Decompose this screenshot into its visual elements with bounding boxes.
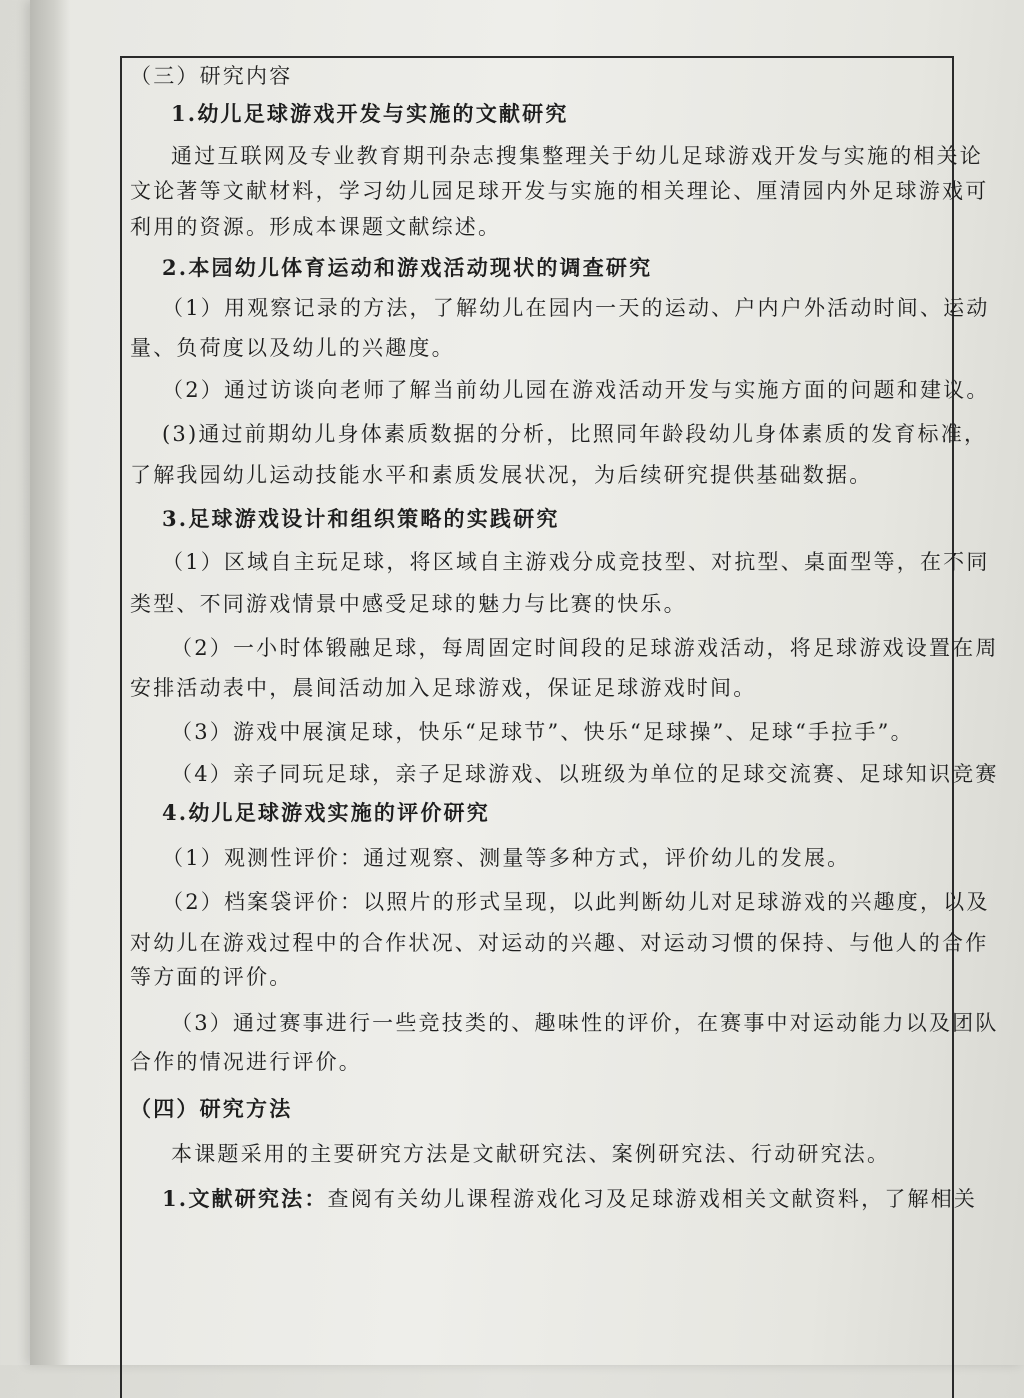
paragraph-line: 类型、不同游戏情景中感受足球的魅力与比赛的快乐。: [130, 592, 687, 616]
paragraph-line: 量、负荷度以及幼儿的兴趣度。: [130, 336, 455, 360]
paragraph-line: （2）档案袋评价：以照片的形式呈现，以此判断幼儿对足球游戏的兴趣度，以及: [162, 890, 990, 914]
subheading-1: 1.幼儿足球游戏开发与实施的文献研究: [171, 101, 569, 126]
subheading-2: 2.本园幼儿体育运动和游戏活动现状的调查研究: [162, 255, 653, 280]
paragraph-line: (3)通过前期幼儿身体素质数据的分析，比照同年龄段幼儿身体素质的发育标准，: [162, 422, 988, 446]
paragraph-line: （1）区域自主玩足球，将区域自主游戏分成竞技型、对抗型、桌面型等，在不同: [162, 550, 990, 574]
paragraph-line: （1）用观察记录的方法，了解幼儿在园内一天的运动、户内户外活动时间、运动: [162, 296, 990, 320]
paragraph-line: （2）一小时体锻融足球，每周固定时间段的足球游戏活动，将足球游戏设置在周: [171, 636, 999, 660]
paragraph-line: 文论著等文献材料，学习幼儿园足球开发与实施的相关理论、厘清园内外足球游戏可: [130, 179, 989, 203]
paragraph-line: （3）游戏中展演足球，快乐“足球节”、快乐“足球操”、足球“手拉手”。: [171, 720, 914, 744]
method-line: [162, 1188, 977, 1210]
page-shadow: [30, 0, 70, 1365]
paragraph-line: （2）通过访谈向老师了解当前幼儿园在游戏活动开发与实施方面的问题和建议。: [162, 378, 990, 402]
section-heading-research-content: （三）研究内容: [130, 64, 293, 88]
paragraph-line: 本课题采用的主要研究方法是文献研究法、案例研究法、行动研究法。: [171, 1142, 891, 1166]
paragraph-line: （4）亲子同玩足球，亲子足球游戏、以班级为单位的足球交流赛、足球知识竞赛: [171, 762, 999, 786]
subheading-3: 3.足球游戏设计和组织策略的实践研究: [162, 506, 560, 531]
paragraph-line: 对幼儿在游戏过程中的合作状况、对运动的兴趣、对运动习惯的保持、与他人的合作: [130, 931, 989, 955]
paragraph-line: 通过互联网及专业教育期刊杂志搜集整理关于幼儿足球游戏开发与实施的相关论: [171, 144, 983, 168]
paragraph-line: （3）通过赛事进行一些竞技类的、趣味性的评价，在赛事中对运动能力以及团队: [171, 1011, 999, 1035]
paragraph-line: 了解我园幼儿运动技能水平和素质发展状况，为后续研究提供基础数据。: [130, 463, 873, 487]
paragraph-line: 合作的情况进行评价。: [130, 1050, 362, 1074]
paragraph-line: 利用的资源。形成本课题文献综述。: [130, 215, 502, 239]
paragraph-line: （1）观测性评价：通过观察、测量等多种方式，评价幼儿的发展。: [162, 846, 851, 870]
method-text: 查阅有关幼儿课程游戏化习及足球游戏相关文献资料，了解相关: [327, 1187, 978, 1211]
paragraph-line: 等方面的评价。: [130, 965, 293, 989]
method-label: 1.文献研究法：: [162, 1186, 328, 1211]
section-heading-research-methods: （四）研究方法: [130, 1096, 293, 1121]
paragraph-line: 安排活动表中，晨间活动加入足球游戏，保证足球游戏时间。: [130, 676, 757, 700]
subheading-4: 4.幼儿足球游戏实施的评价研究: [162, 800, 490, 825]
